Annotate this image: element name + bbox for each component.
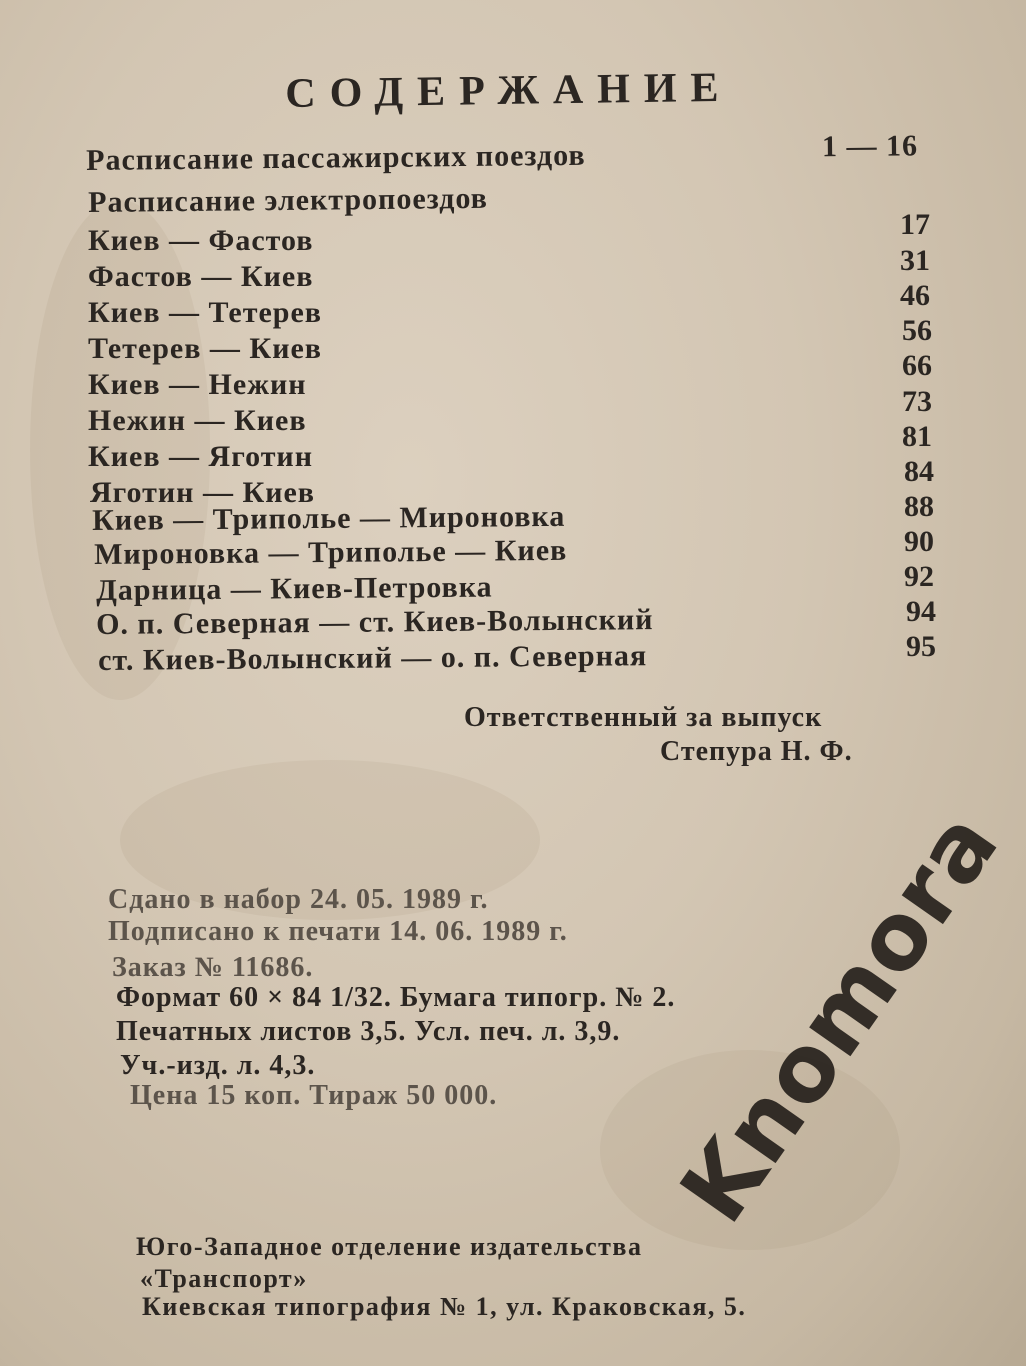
toc-route-title: Дарница — Киев-Петровка [96, 570, 493, 607]
imprint-line: Заказ № 11686. [112, 952, 314, 983]
toc-route-page: 31 [900, 244, 930, 277]
toc-route-page: 92 [904, 560, 934, 593]
toc-route-page: 56 [902, 314, 932, 347]
contents-heading: СОДЕРЖАНИЕ [285, 64, 733, 117]
toc-route-page: 17 [900, 208, 930, 241]
toc-entry-pages: 1 — 16 [821, 129, 919, 164]
responsible-label: Ответственный за выпуск [464, 702, 823, 733]
toc-route-page: 90 [904, 525, 934, 558]
watermark-text: Knomora [660, 792, 1020, 1242]
toc-route-title: О. п. Северная — ст. Киев-Волынский [96, 603, 654, 641]
toc-route-page: 73 [902, 385, 932, 418]
imprint-line: Сдано в набор 24. 05. 1989 г. [108, 884, 489, 915]
toc-route-title: Тетерев — Киев [88, 332, 322, 365]
toc-route-title: Киев — Нежин [88, 368, 307, 401]
toc-route-title: Киев — Тетерев [88, 296, 322, 329]
publisher-line: Киевская типография № 1, ул. Краковская, 5. [142, 1292, 747, 1321]
toc-route-title: Яготин — Киев [90, 476, 316, 509]
toc-route-title: Нежин — Киев [88, 404, 307, 437]
toc-entry-title: Расписание пассажирских поездов [86, 138, 586, 177]
toc-route-page: 46 [900, 279, 930, 312]
toc-route-title: ст. Киев-Волынский — о. п. Северная [98, 639, 648, 677]
imprint-line: Цена 15 коп. Тираж 50 000. [130, 1080, 498, 1111]
publisher-line: «Транспорт» [140, 1264, 308, 1293]
toc-route-title: Киев — Триполье — Мироновка [92, 499, 566, 537]
imprint-line: Печатных листов 3,5. Усл. печ. л. 3,9. [116, 1016, 621, 1047]
imprint-line: Уч.-изд. л. 4,3. [120, 1050, 316, 1081]
imprint-line: Подписано к печати 14. 06. 1989 г. [108, 916, 568, 947]
imprint-line: Формат 60 × 84 1/32. Бумага типогр. № 2. [116, 982, 676, 1013]
toc-route-title: Фастов — Киев [88, 260, 314, 293]
toc-route-page: 94 [906, 595, 936, 628]
toc-route-page: 66 [902, 349, 932, 382]
toc-route-title: Киев — Яготин [88, 440, 314, 473]
toc-route-page: 84 [904, 455, 934, 488]
toc-route-title: Киев — Фастов [88, 224, 314, 257]
responsible-name: Степура Н. Ф. [660, 736, 853, 767]
toc-route-page: 88 [904, 490, 934, 523]
publisher-line: Юго-Западное отделение издательства [136, 1232, 643, 1261]
toc-route-page: 95 [906, 630, 936, 663]
toc-entry-passenger [86, 129, 926, 180]
toc-section-electric: Расписание электропоездов [88, 181, 488, 219]
toc-route-page: 81 [902, 420, 932, 453]
toc-route-title: Мироновка — Триполье — Киев [94, 533, 568, 571]
